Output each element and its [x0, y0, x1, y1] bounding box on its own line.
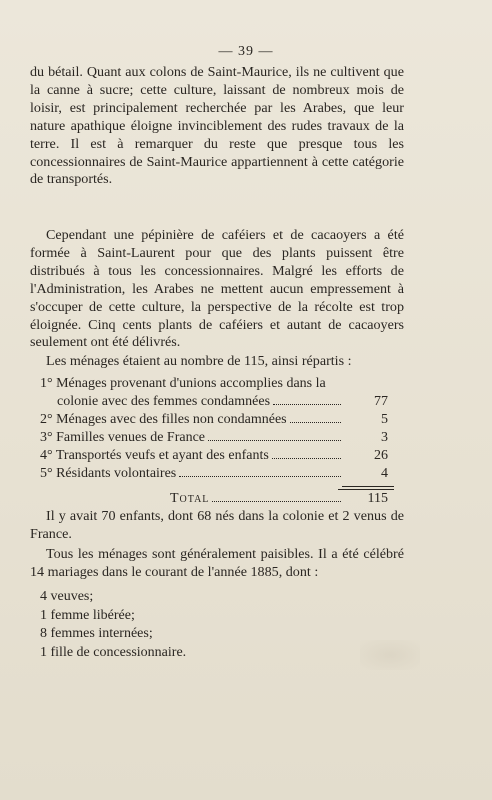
paper-stain	[360, 640, 420, 670]
total-value: 115	[367, 491, 388, 506]
marriage-list	[40, 588, 186, 662]
paragraph-1	[30, 64, 404, 189]
list-item: 4 veuves;	[40, 589, 94, 604]
row-1-label-line-1: 1° Ménages provenant d'unions accomplies dans la	[40, 376, 326, 391]
leader-dots	[179, 466, 341, 477]
row-4-label: 4° Transportés veufs et ayant des enfants	[40, 448, 269, 463]
sum-rule-bottom	[338, 489, 394, 490]
paragraph-3	[30, 353, 404, 371]
total-row	[40, 490, 394, 508]
list-item: 1 femme libérée;	[40, 607, 135, 623]
table-row	[40, 429, 394, 447]
paragraph-3-text: Les ménages étaient au nombre de 115, ainsi répartis :	[46, 353, 352, 369]
table-row	[40, 375, 394, 393]
sum-rule-top	[342, 486, 394, 487]
table-row	[40, 447, 394, 465]
row-2-label: 2° Ménages avec des filles non condamnées	[40, 412, 287, 427]
leader-dots	[272, 448, 341, 459]
paragraph-1-text: du bétail. Quant aux colons de Saint-Maurice, ils ne cultivent que la canne à sucre; cette culture, laissant de nombreux mois de loisir, est principalement recherchée par les Arabes, que leur nature apathique éloigne invinciblement des rudes travaux de la terre. Il est à remarquer du reste que presque tous les concessionnaires de Saint-Maurice appartiennent à cette catégorie de transportés.	[30, 64, 404, 188]
leader-dots	[273, 394, 341, 405]
paragraph-5-text: Tous les ménages sont généralement paisibles. Il a été célébré 14 mariages dans le courant de l'année 1885, dont :	[30, 546, 404, 580]
leader-dots	[208, 430, 341, 441]
row-5-label: 5° Résidants volontaires	[40, 466, 177, 481]
list-item: 1 fille de concessionnaire.	[40, 644, 187, 660]
total-label: Total	[170, 491, 210, 506]
row-4-value: 26	[374, 448, 388, 463]
paragraph-2	[30, 227, 404, 352]
paragraph-4-text: Il y avait 70 enfants, dont 68 nés dans la colonie et 2 venus de France.	[30, 508, 404, 542]
leader-dots	[212, 491, 341, 502]
paragraph-5	[30, 546, 404, 582]
row-3-value: 3	[381, 430, 388, 445]
row-2-value: 5	[381, 412, 388, 427]
row-1-label-line-2: colonie avec des femmes condamnées	[57, 394, 271, 409]
list-item: 8 femmes internées;	[40, 626, 153, 641]
paragraph-2-text: Cependant une pépinière de caféiers et de cacaoyers a été formée à Saint-Laurent pour que des plants puissent être distribués à tous les concessionnaires. Malgré les efforts de l'Administration, les Arabes ne mettent aucun empressement à s'occuper de cette culture, la perspective de la récolte est trop éloignée. Cinq cents plants de caféiers et autant de cacaoyers seulement ont été délivrés.	[30, 227, 404, 351]
table-row	[40, 411, 394, 429]
page-number: — 39 —	[218, 44, 274, 59]
table-row	[40, 465, 394, 483]
row-5-value: 4	[381, 466, 388, 481]
leader-dots	[290, 412, 341, 423]
paragraph-4	[30, 508, 404, 544]
row-1-value: 77	[374, 394, 388, 409]
table-row	[40, 393, 394, 411]
row-3-label: 3° Familles venues de France	[40, 430, 205, 445]
